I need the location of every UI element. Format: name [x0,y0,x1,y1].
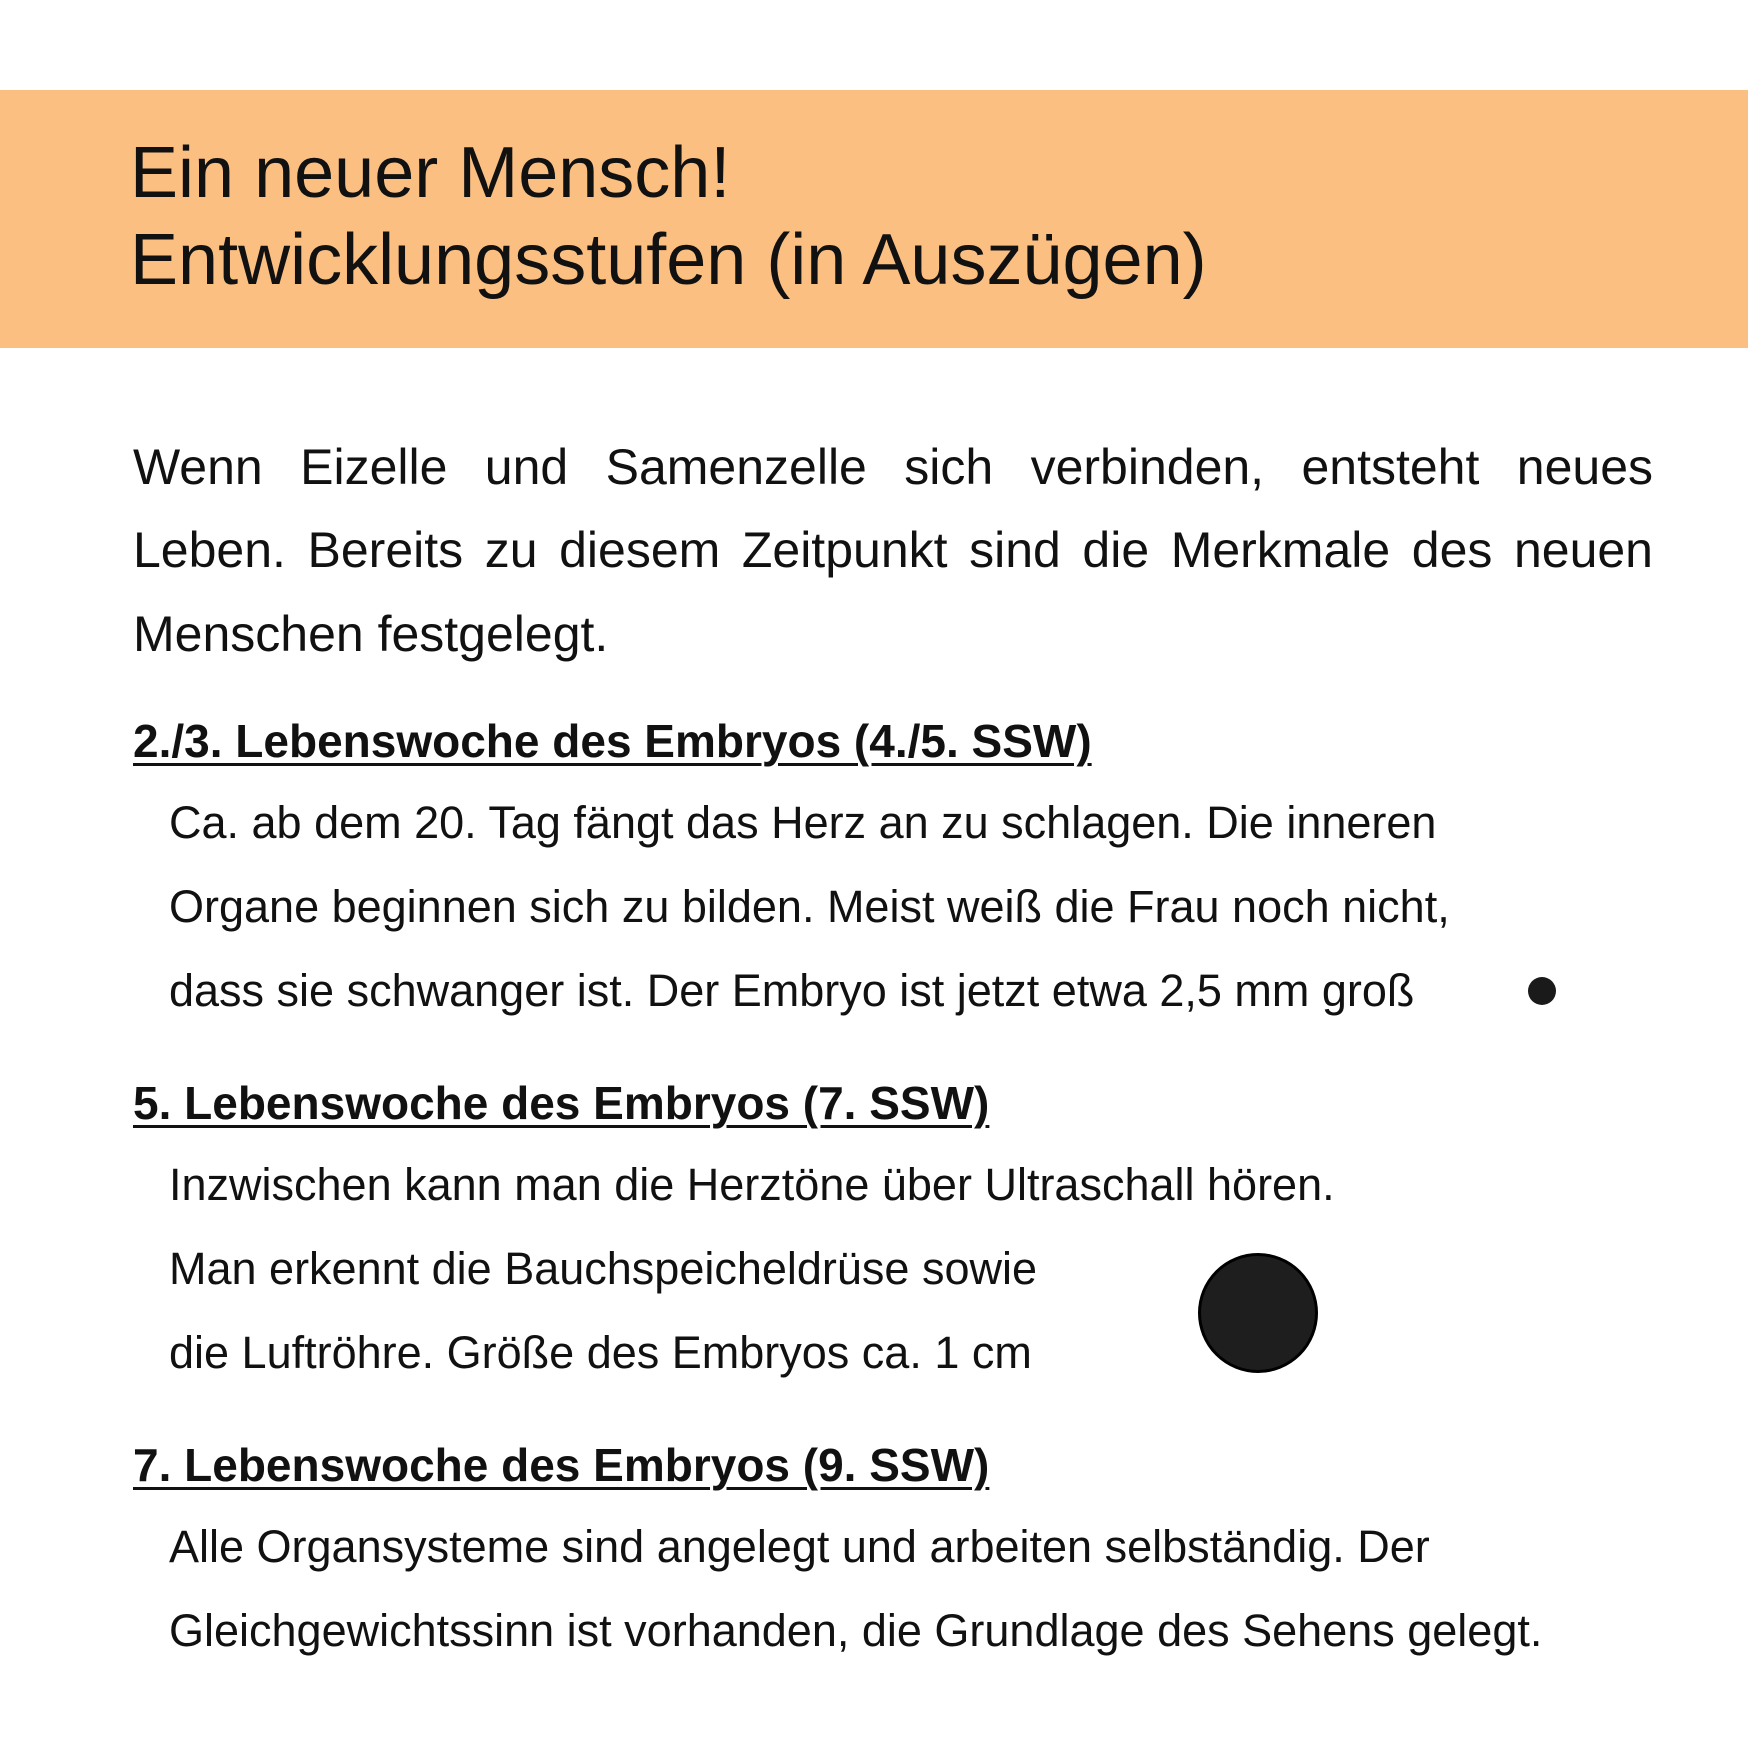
intro-line-3: Menschen festgelegt. [133,606,609,662]
page-subtitle: Entwicklungsstufen (in Auszügen) [130,220,1207,300]
section-heading-week-5: 5. Lebenswoche des Embryos (7. SSW) [133,1077,990,1129]
intro-line-1: Wenn Eizelle und Samenzelle sich verbinden, entsteht neues [133,439,1653,495]
section-1-line-1: Ca. ab dem 20. Tag fängt das Herz an zu schlagen. Die inneren [169,797,1437,848]
intro-line-2: Leben. Bereits zu diesem Zeitpunkt sind die Merkmale des neuen [133,522,1653,578]
section-2-line-1: Inzwischen kann man die Herztöne über Ultraschall hören. [169,1159,1335,1210]
section-3-line-1: Alle Organsysteme sind angelegt und arbeiten selbständig. Der [169,1521,1430,1572]
page-title: Ein neuer Mensch! [130,133,731,213]
section-2-line-3: die Luftröhre. Größe des Embryos ca. 1 cm [169,1327,1032,1378]
embryo-size-2-5mm-dot [1528,977,1556,1005]
section-3-line-2: Gleichgewichtssinn ist vorhanden, die Grundlage des Sehens gelegt. [169,1605,1543,1656]
embryo-size-1cm-dot [1198,1253,1318,1373]
section-heading-week-7: 7. Lebenswoche des Embryos (9. SSW) [133,1439,990,1491]
section-2-line-2: Man erkennt die Bauchspeicheldrüse sowie [169,1243,1038,1294]
section-1-line-3: dass sie schwanger ist. Der Embryo ist jetzt etwa 2,5 mm groß [169,965,1415,1016]
section-1-line-2: Organe beginnen sich zu bilden. Meist weiß die Frau noch nicht, [169,881,1450,932]
section-heading-week-2-3: 2./3. Lebenswoche des Embryos (4./5. SSW) [133,715,1092,767]
